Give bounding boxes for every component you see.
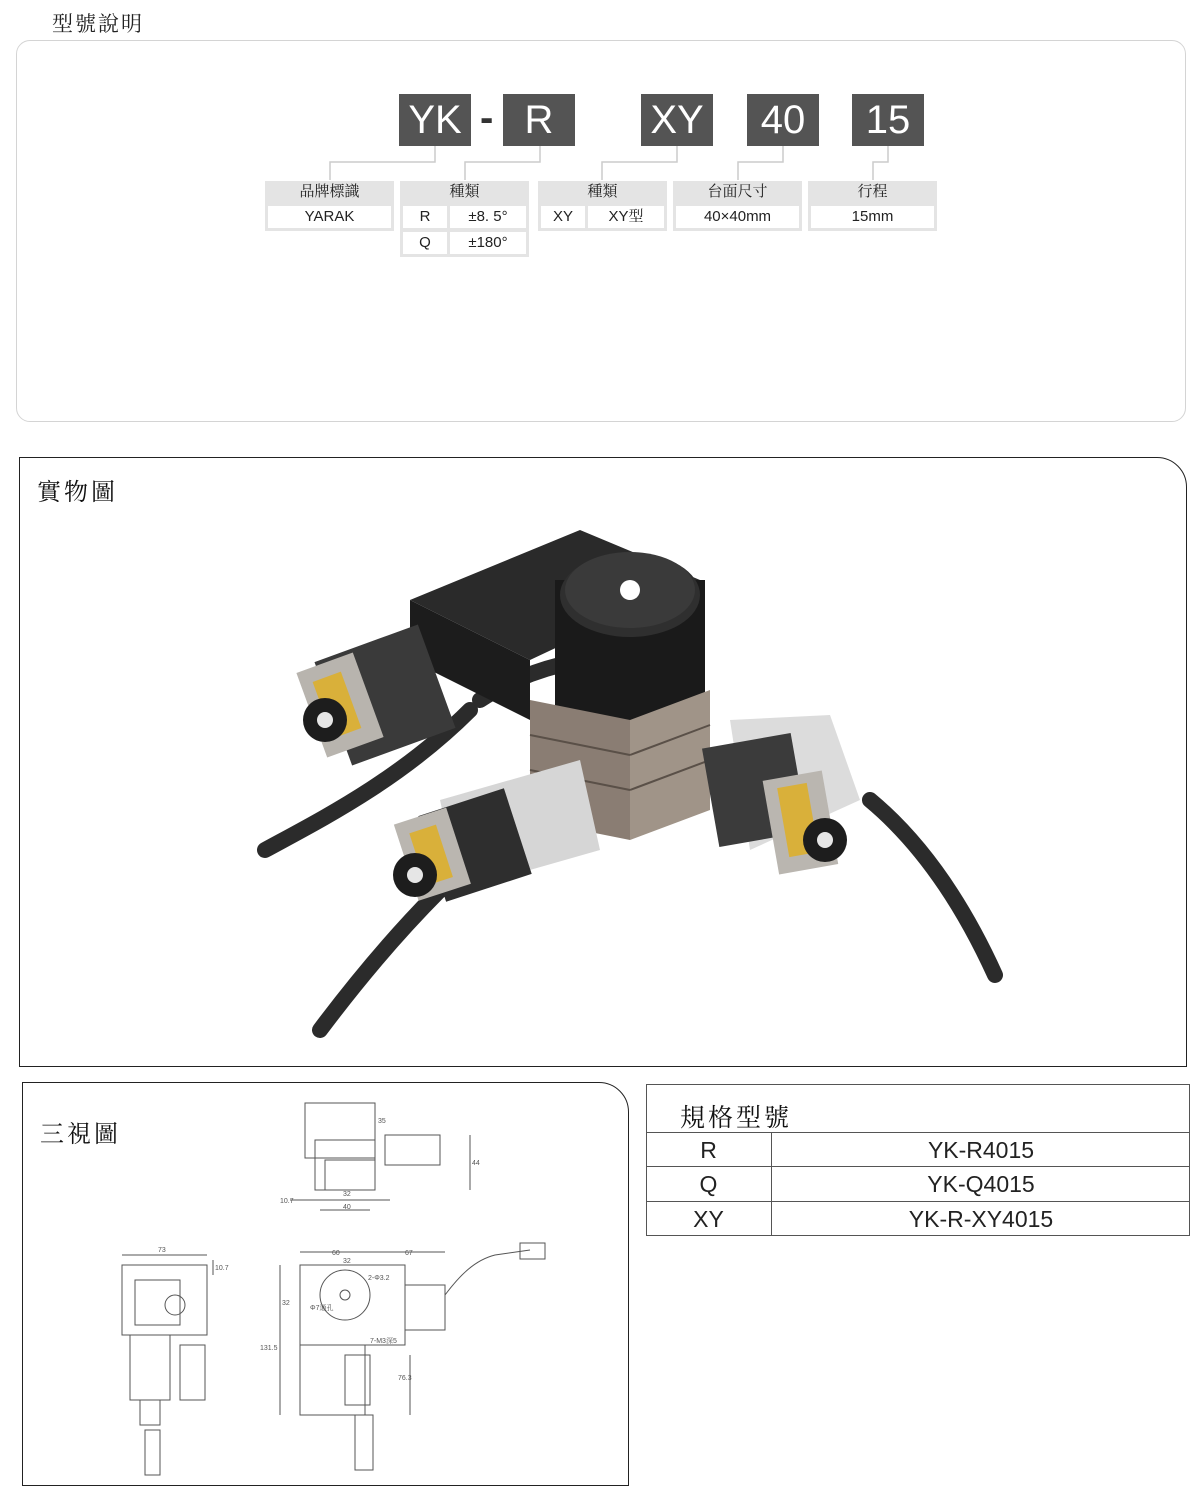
spec-model-table-title: 規格型號	[680, 1104, 793, 1132]
dim-hole-c: 7-M3深5	[370, 1338, 397, 1345]
spec-brand-value: YARAK	[268, 206, 391, 228]
dim-mid-60: 60	[332, 1250, 340, 1257]
spec-row-key: R	[700, 1137, 717, 1163]
dim-top-32: 32	[343, 1191, 351, 1198]
code-part-brand: YK	[399, 94, 471, 146]
spec-type-code: Q	[403, 232, 447, 254]
spec-stroke	[808, 181, 937, 231]
spec-axis-value: XY型	[588, 206, 664, 228]
spec-row-key: Q	[699, 1171, 718, 1197]
spec-table-size-header: 台面尺寸	[673, 181, 802, 203]
spec-brand	[265, 181, 394, 231]
spec-type-axis	[538, 181, 667, 231]
dim-mid-32b: 32	[282, 1300, 290, 1307]
spec-row-model: YK-Q4015	[771, 1167, 1190, 1201]
dim-mid-76-3: 76.3	[398, 1375, 412, 1382]
product-photo-title: 實物圖	[37, 479, 118, 506]
code-part-type: R	[503, 94, 575, 146]
spec-stroke-value: 15mm	[811, 206, 934, 228]
spec-row-model: YK-R-XY4015	[771, 1202, 1190, 1236]
dim-mid-32a: 32	[343, 1258, 351, 1265]
spec-stroke-header: 行程	[808, 181, 937, 203]
table-row	[646, 1166, 1190, 1200]
spec-axis-code: XY	[541, 206, 585, 228]
spec-brand-header: 品牌標識	[265, 181, 394, 203]
dim-top-35: 35	[378, 1118, 386, 1125]
three-view-title: 三視圖	[40, 1121, 121, 1148]
dim-mid-131-5: 131.5	[260, 1345, 278, 1352]
code-dash: -	[480, 96, 494, 140]
spec-type-code: R	[403, 206, 447, 228]
dim-left-10-7: 10.7	[215, 1265, 229, 1272]
three-view-drawing	[100, 1095, 600, 1480]
spec-table-size	[673, 181, 802, 231]
spec-type-row-q	[403, 232, 526, 254]
dim-left-73: 73	[158, 1247, 166, 1254]
spec-table-size-value: 40×40mm	[676, 206, 799, 228]
spec-type-axis-header: 種類	[538, 181, 667, 203]
code-part-stroke: 15	[852, 94, 924, 146]
dim-mid-67: 67	[405, 1250, 413, 1257]
spec-type-rotation	[400, 181, 529, 257]
spec-type-rotation-header: 種類	[400, 181, 529, 203]
dim-top-10-7: 10.7	[280, 1198, 294, 1205]
table-row	[646, 1132, 1190, 1166]
product-photo-illustration	[230, 520, 1030, 1050]
table-row	[646, 1201, 1190, 1235]
spec-type-value: ±8. 5°	[450, 206, 526, 228]
spec-type-row-r	[403, 206, 526, 228]
dim-hole-a: 2-Φ3.2	[368, 1275, 390, 1282]
code-connector-lines	[0, 0, 1200, 200]
spec-row-model: YK-R4015	[771, 1133, 1190, 1167]
dim-top-40: 40	[343, 1204, 351, 1211]
spec-row-key: XY	[693, 1206, 724, 1232]
model-explanation-title: 型號說明	[52, 13, 144, 36]
dim-top-44: 44	[472, 1160, 480, 1167]
dim-hole-b: Φ7通孔	[310, 1305, 334, 1312]
spec-type-value: ±180°	[450, 232, 526, 254]
code-part-axis: XY	[641, 94, 713, 146]
code-part-size: 40	[747, 94, 819, 146]
